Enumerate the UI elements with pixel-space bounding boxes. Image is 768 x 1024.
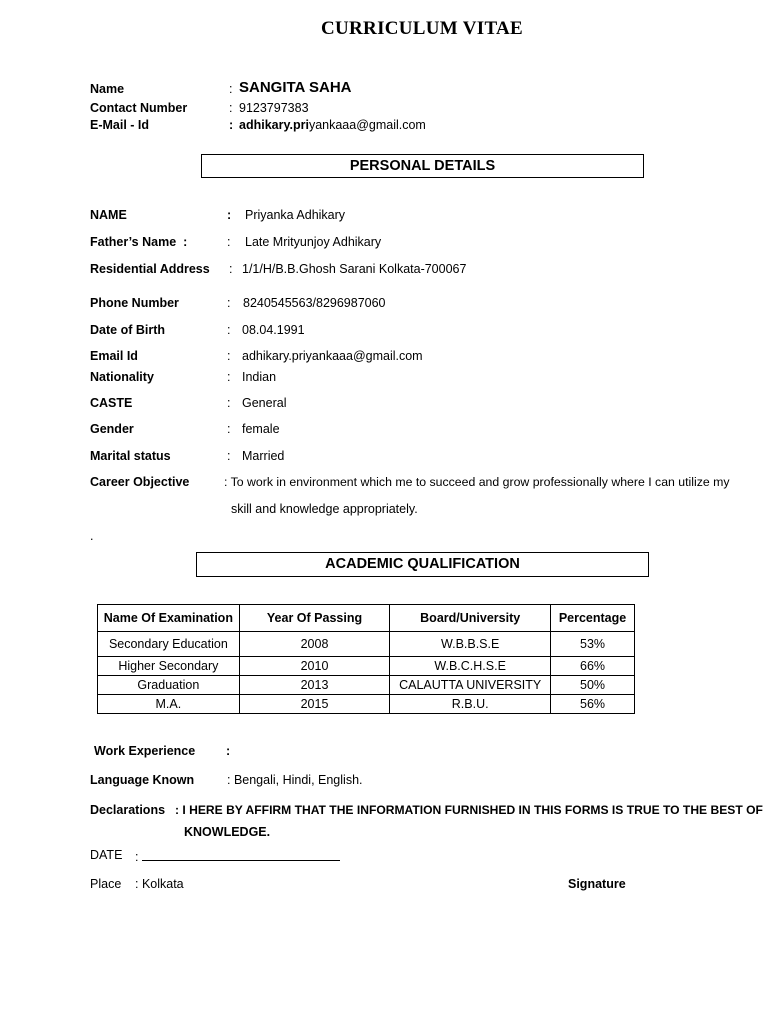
column-header: Year Of Passing [239, 605, 390, 632]
place-value: : Kolkata [135, 877, 184, 891]
colon: : [229, 262, 233, 276]
table-row [98, 632, 635, 657]
column-header: Percentage [551, 605, 635, 632]
academic-heading: ACADEMIC QUALIFICATION [196, 552, 649, 577]
email-colon: : [229, 118, 234, 132]
colon: : [227, 449, 231, 463]
dob-value: 08.04.1991 [242, 323, 305, 337]
father-name-label-text: Father’s Name [90, 235, 177, 249]
email-value-bold: adhikary.pri [239, 118, 309, 132]
place-label: Place [90, 877, 122, 891]
caste-value: General [242, 396, 287, 410]
table-cell: 2008 [239, 632, 390, 657]
career-value: : To work in environment which me to succeed and grow professionally where I can utilize my [224, 475, 730, 489]
address-value: 1/1/H/B.B.Ghosh Sarani Kolkata-700067 [242, 262, 467, 276]
table-cell: Secondary Education [98, 632, 240, 657]
language-label: Language Known [90, 773, 195, 787]
email-value-rest: yankaaa@gmail.com [308, 118, 426, 132]
contact-value: 9123797383 [239, 101, 309, 115]
table-row [98, 676, 635, 695]
name-colon: : [229, 82, 233, 96]
colon: : [227, 235, 231, 249]
gender-label: Gender [90, 422, 134, 436]
table-cell: Graduation [98, 676, 240, 695]
date-field [135, 848, 340, 864]
table-cell: R.B.U. [390, 695, 551, 714]
table-cell: Higher Secondary [98, 657, 240, 676]
table-cell: 56% [551, 695, 635, 714]
table-cell: 53% [551, 632, 635, 657]
work-experience-value: : [226, 744, 231, 758]
colon: : [227, 396, 231, 410]
language-value: : Bengali, Hindi, English. [227, 773, 363, 787]
colon: : [227, 296, 231, 310]
work-experience-label: Work Experience [94, 744, 196, 758]
column-header: Board/University [390, 605, 551, 632]
name-value: SANGITA SAHA [239, 79, 352, 96]
table-cell: CALAUTTA UNIVERSITY [390, 676, 551, 695]
email-label: E-Mail - Id [90, 118, 150, 132]
declarations-text: : I HERE BY AFFIRM THAT THE INFORMATION FURNISHED IN THIS FORMS IS TRUE TO THE BEST OF [175, 803, 763, 817]
caste-label: CASTE [90, 396, 133, 410]
phone-label: Phone Number [90, 296, 179, 310]
colon: : [227, 370, 231, 384]
contact-colon: : [229, 101, 233, 115]
table-row [98, 695, 635, 714]
address-label: Residential Address [90, 262, 210, 276]
contact-label: Contact Number [90, 101, 188, 115]
marital-label: Marital status [90, 449, 171, 463]
table-cell: 50% [551, 676, 635, 695]
table-row [98, 657, 635, 676]
colon: : [227, 349, 231, 363]
table-cell: M.A. [98, 695, 240, 714]
email-value [239, 118, 426, 132]
column-header: Name Of Examination [98, 605, 240, 632]
date-colon: : [135, 850, 142, 864]
father-name-value: Late Mrityunjoy Adhikary [245, 235, 382, 249]
colon: : [227, 208, 232, 222]
personal-name-label: NAME [90, 208, 127, 222]
gender-value: female [242, 422, 280, 436]
table-header-row [98, 605, 635, 632]
stray-dot: . [90, 529, 94, 543]
table-cell: 2015 [239, 695, 390, 714]
date-blank-line [142, 848, 340, 861]
table-cell: 2013 [239, 676, 390, 695]
personal-details-heading: PERSONAL DETAILS [201, 154, 644, 178]
date-label: DATE [90, 848, 123, 862]
document-title: CURRICULUM VITAE [320, 18, 524, 39]
signature-label: Signature [568, 877, 626, 891]
email-id-label: Email Id [90, 349, 138, 363]
table-cell: 2010 [239, 657, 390, 676]
marital-value: Married [242, 449, 285, 463]
academic-table [97, 604, 635, 714]
career-value-line2: skill and knowledge appropriately. [231, 502, 418, 516]
declarations-label: Declarations [90, 803, 166, 817]
career-label: Career Objective [90, 475, 190, 489]
nationality-value: Indian [242, 370, 277, 384]
table-cell: W.B.B.S.E [390, 632, 551, 657]
colon: : [227, 422, 231, 436]
dob-label: Date of Birth [90, 323, 165, 337]
email-id-value: adhikary.priyankaaa@gmail.com [242, 349, 423, 363]
personal-name-value: Priyanka Adhikary [245, 208, 346, 222]
colon: : [227, 323, 231, 337]
nationality-label: Nationality [90, 370, 154, 384]
father-name-label: Father’s Name : [90, 235, 188, 249]
table-cell: 66% [551, 657, 635, 676]
name-label: Name [90, 82, 125, 96]
declarations-text-line2: KNOWLEDGE. [184, 825, 271, 839]
phone-value: 8240545563/8296987060 [243, 296, 386, 310]
table-cell: W.B.C.H.S.E [390, 657, 551, 676]
